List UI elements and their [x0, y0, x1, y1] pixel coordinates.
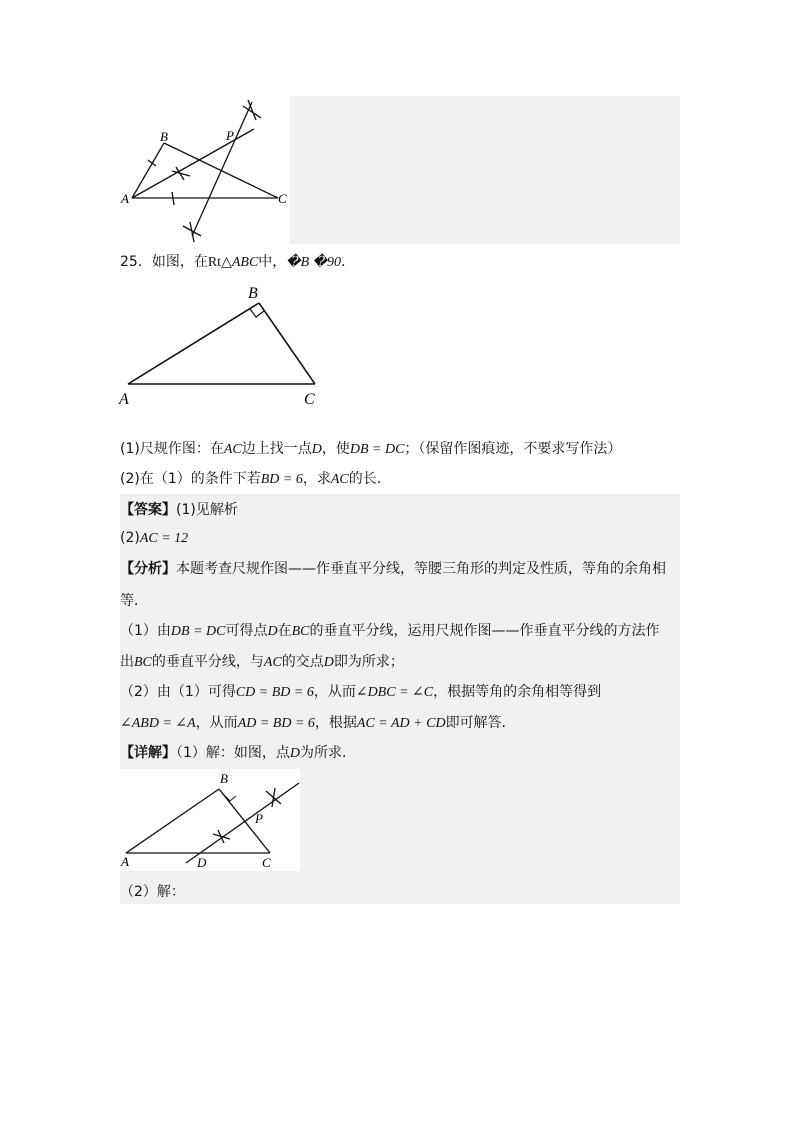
detail-line-2 — [120, 882, 185, 902]
fig-top-label-c: C — [278, 191, 287, 206]
fig-main-label-a: A — [119, 391, 129, 408]
a6-eq2: AC = AD + CD — [356, 716, 446, 731]
a4-4: 即为所求； — [333, 654, 404, 670]
analysis-line-4 — [120, 652, 404, 673]
a3-bc: BC — [291, 624, 310, 639]
fig-sol-label-c: C — [262, 855, 271, 870]
detail-text-2: 为所求． — [300, 745, 357, 761]
problem-abc: ABC — [231, 255, 259, 270]
a4-2: 的垂直平分线，与 — [151, 654, 264, 670]
problem-mid: 中， — [258, 254, 287, 270]
q2-text-2: ，求 — [302, 471, 331, 487]
answer-label: 【答案】 — [120, 502, 176, 518]
a6-3: 即可解答． — [445, 715, 516, 731]
answer-line-2 — [120, 528, 188, 549]
a4-ac: AC — [263, 655, 282, 670]
figure-main-triangle — [115, 280, 330, 410]
problem-statement — [120, 252, 355, 273]
fig-main-label-c: C — [304, 391, 315, 408]
q1-text-2: 边上找一点 — [241, 441, 312, 457]
q2-ac: AC — [330, 472, 349, 487]
a3-d: D — [267, 624, 278, 639]
a3-2: 可得点 — [225, 623, 268, 639]
a6-1: ，从而 — [195, 715, 238, 731]
question-1 — [120, 439, 621, 460]
fig-main-label-b: B — [248, 285, 258, 302]
detail-d: D — [289, 746, 301, 761]
detail-text-1: （1）解：如图，点 — [176, 745, 290, 761]
fig-top-label-p: P — [226, 128, 234, 143]
q1-d: D — [311, 442, 322, 457]
fig-top-label-b: B — [160, 129, 168, 144]
analysis-label: 【分析】 — [120, 561, 176, 577]
analysis-text-1: 本题考查尺规作图——作垂直平分线，等腰三角形的判定及性质，等角的余角相 — [176, 561, 666, 577]
a6-ang: ∠ABD = ∠A — [120, 716, 196, 731]
answer-line-1 — [120, 500, 238, 520]
a5-3: ，根据等角的余角相等得到 — [433, 684, 602, 700]
figure-solution — [120, 769, 300, 871]
q1-text-3: ，使 — [321, 441, 350, 457]
analysis-line-3 — [120, 621, 660, 642]
q1-ac: AC — [223, 442, 242, 457]
detail-line-1 — [120, 743, 356, 764]
fig-sol-label-d: D — [197, 855, 207, 870]
analysis-line-1 — [120, 559, 666, 579]
q2-eq: BD = 6 — [260, 472, 303, 487]
answer-2-eq: AC = 12 — [139, 531, 189, 546]
fig-sol-label-a: A — [121, 854, 129, 869]
problem-number: 25．如图，在 — [120, 254, 208, 270]
problem-end: ． — [341, 254, 356, 270]
a3-4: 的垂直平分线，运用尺规作图——作垂直平分线的方法作 — [309, 623, 660, 639]
a3-1: （1）由 — [120, 623, 171, 639]
analysis-text-2: 等． — [120, 593, 148, 609]
problem-triangle-symbol: △ — [221, 254, 232, 270]
problem-rt: Rt — [207, 255, 222, 270]
a4-d: D — [323, 655, 334, 670]
a4-3: 的交点 — [281, 654, 324, 670]
a3-3: 在 — [277, 623, 292, 639]
a6-2: ，根据 — [314, 715, 357, 731]
fig-top-label-a: A — [121, 191, 129, 206]
question-2 — [120, 469, 391, 490]
a4-1: 出 — [120, 654, 134, 670]
answer-2-prefix: (2) — [120, 530, 140, 546]
fig-sol-label-b: B — [220, 771, 228, 786]
answer-1: (1)见解析 — [176, 502, 238, 518]
a3-eq: DB = DC — [170, 624, 226, 639]
q1-eq: DB = DC — [349, 442, 405, 457]
problem-angle-expr: �B �90 — [286, 255, 342, 270]
a5-1: （2）由（1）可得 — [120, 684, 236, 700]
analysis-line-2 — [120, 591, 148, 611]
analysis-line-6 — [120, 713, 516, 734]
q2-text-3: 的长． — [348, 471, 391, 487]
figure-top-construction — [120, 96, 290, 244]
a6-eq: AD = BD = 6 — [237, 716, 315, 731]
detail-label: 【详解】 — [120, 745, 176, 761]
q1-text-4: ；（保留作图痕迹，不要求写作法） — [404, 441, 622, 457]
q1-text-1: (1)尺规作图：在 — [120, 441, 224, 457]
detail-part-2: （2）解： — [120, 884, 185, 900]
a5-2: ，从而 — [313, 684, 356, 700]
a4-bc: BC — [134, 655, 152, 670]
a5-ang: ∠DBC = ∠C — [355, 685, 434, 700]
analysis-line-5 — [120, 682, 601, 703]
q2-text-1: (2)在（1）的条件下若 — [120, 471, 261, 487]
fig-sol-label-p: P — [255, 811, 263, 826]
a5-eq: CD = BD = 6 — [235, 685, 314, 700]
